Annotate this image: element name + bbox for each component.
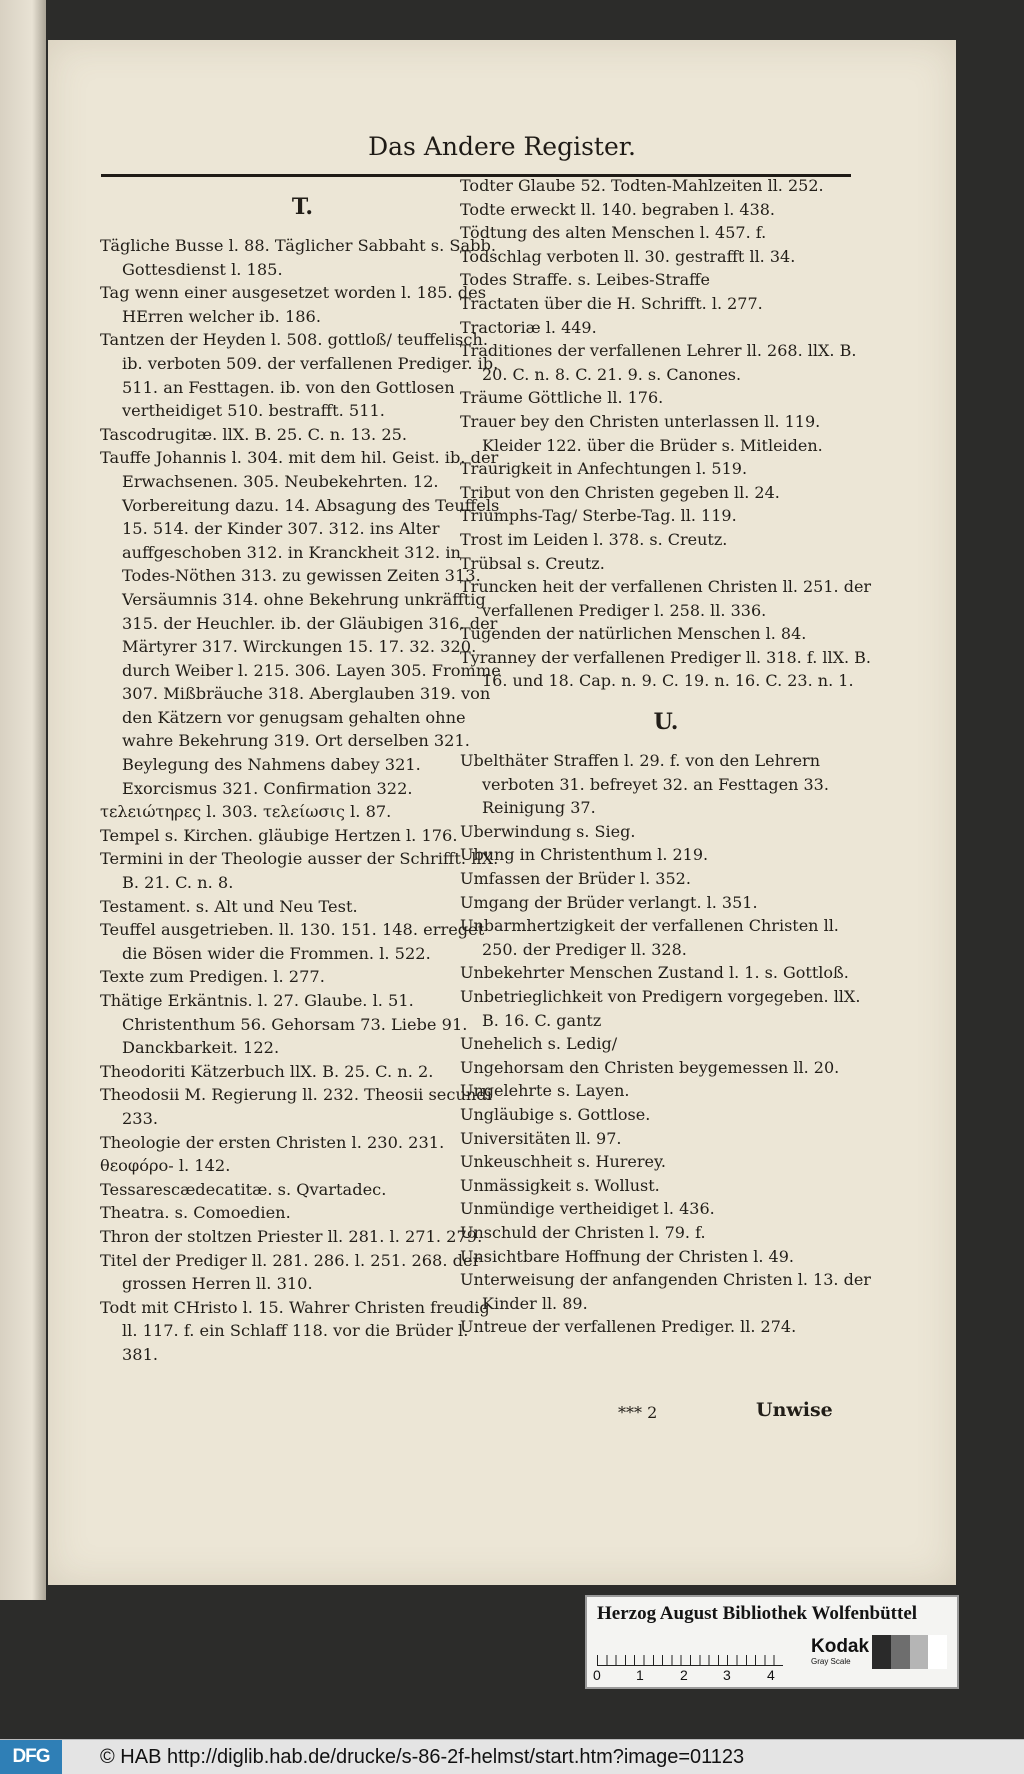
index-entry: Unmässigkeit s. Wollust. (460, 1175, 660, 1195)
scale-number: 2 (680, 1667, 688, 1683)
page-title: Das Andere Register. (368, 132, 636, 161)
dfg-logo: DFG (0, 1740, 62, 1774)
index-entry: Trost im Leiden l. 378. s. Creutz. (460, 529, 728, 549)
index-entry: Unbetrieglichkeit von Predigern vorgegeben. llX. B. 16. C. gantz (460, 987, 861, 1030)
right-column (460, 174, 872, 1339)
register-page (48, 40, 956, 1585)
index-entry: Tascodrugitæ. llX. B. 25. C. n. 13. 25. (100, 424, 408, 444)
index-entry: Trauer bey den Christen unterlassen ll. 119. Kleider 122. über die Brüder s. Mitleiden. (460, 411, 823, 455)
kodak-brand: Kodak (811, 1636, 870, 1657)
index-entry: Unehelich s. Ledig/ (460, 1034, 618, 1054)
index-entry: Tag wenn einer ausgesetzet worden l. 185. des HErren welcher ib. 186. (100, 283, 487, 326)
index-entry: Tödtung des alten Menschen l. 457. f. (460, 223, 767, 243)
page-foot (48, 1399, 956, 1433)
index-entry: Thätige Erkäntnis. l. 27. Glaube. l. 51. Christenthum 56. Gehorsam 73. Liebe 91. Danckbarkeit. 122. (100, 991, 468, 1058)
index-entry: Theatra. s. Comoedien. (100, 1203, 291, 1223)
index-entry: Umgang der Brüder verlangt. l. 351. (460, 892, 758, 912)
index-entry: Todt mit CHristo l. 15. Wahrer Christen freudig ll. 117. f. ein Schlaff 118. vor die Brüder l. 381. (100, 1297, 490, 1364)
index-entry: θεοφόρο- l. 142. (100, 1156, 231, 1176)
index-entry: Triumphs-Tag/ Sterbe-Tag. ll. 119. (460, 506, 737, 526)
index-entry: Teuffel ausgetrieben. ll. 130. 151. 148. erreget die Bösen wider die Frommen. l. 522. (100, 920, 485, 963)
index-entry: Todter Glaube 52. Todten-Mahlzeiten ll. 252. (460, 176, 824, 195)
index-entry: Unkeuschheit s. Hurerey. (460, 1152, 667, 1172)
index-entry: Tantzen der Heyden l. 508. gottloß/ teuffelisch. ib. verboten 509. der verfallenen Prediger. ib. 511. an Festtagen. ib. von den Gottlosen vertheidiget 510. bestrafft. 511. (100, 330, 499, 421)
signature-mark: *** 2 (618, 1403, 658, 1422)
right-entry-list-u (460, 749, 872, 1339)
index-entry: Thron der stoltzen Priester ll. 281. l. 271. 279. (100, 1226, 483, 1246)
index-entry: Tractoriæ l. 449. (460, 317, 597, 337)
index-entry: Tractaten über die H. Schrifft. l. 277. (460, 293, 763, 313)
index-entry: Unmündige vertheidiget l. 436. (460, 1199, 715, 1219)
scale-number: 4 (767, 1667, 775, 1683)
index-entry: Universitäten ll. 97. (460, 1128, 622, 1148)
index-entry: τελειώτηρες l. 303. τελείωσις l. 87. (100, 802, 392, 822)
right-entry-list-t (460, 174, 872, 693)
index-entry: Theodoriti Kätzerbuch llX. B. 25. C. n. 2. (100, 1061, 434, 1081)
index-entry: Truncken heit der verfallenen Christen ll. 251. der verfallenen Prediger l. 258. ll. 336. (460, 577, 872, 620)
left-column (100, 188, 505, 1367)
index-entry: Todes Straffe. s. Leibes-Straffe (460, 270, 710, 290)
index-entry: Ungläubige s. Gottlose. (460, 1104, 651, 1124)
index-entry: Traditiones der verfallenen Lehrer ll. 268. llX. B. 20. C. n. 8. C. 21. 9. s. Canones. (460, 341, 857, 384)
index-entry: Tempel s. Kirchen. gläubige Hertzen l. 176. (100, 825, 458, 845)
index-entry: Titel der Prediger ll. 281. 286. l. 251. 268. der grossen Herren ll. 310. (100, 1250, 481, 1294)
index-entry: Tessarescædecatitæ. s. Qvartadec. (100, 1179, 387, 1199)
kodak-logo (811, 1637, 869, 1666)
index-entry: Uberwindung s. Sieg. (460, 821, 636, 841)
index-entry: Ubelthäter Straffen l. 29. f. von den Lehrern verboten 31. befreyet 32. an Festtagen 33. Reinigung 37. (460, 751, 829, 818)
copyright-credit[interactable]: © HAB http://diglib.hab.de/drucke/s-86-2f-helmst/start.htm?image=01123 (100, 1746, 745, 1768)
index-entry: Untreue der verfallenen Prediger. ll. 274. (460, 1317, 797, 1337)
index-entry: Ubung in Christenthum l. 219. (460, 845, 709, 865)
index-entry: Ungelehrte s. Layen. (460, 1081, 630, 1101)
gray-step (928, 1635, 947, 1669)
index-entry: Texte zum Predigen. l. 277. (100, 967, 325, 987)
index-entry: Ungehorsam den Christen beygemessen ll. 20. (460, 1057, 840, 1077)
index-entry: Trübsal s. Creutz. (460, 553, 605, 573)
index-entry: Tugenden der natürlichen Menschen l. 84. (460, 624, 807, 644)
facing-page-edge (0, 0, 46, 1600)
index-entry: Unbekehrter Menschen Zustand l. 1. s. Gottloß. (460, 963, 849, 983)
left-entry-list (100, 234, 505, 1367)
index-entry: Unbarmhertzigkeit der verfallenen Christen ll. 250. der Prediger ll. 328. (460, 916, 839, 959)
gray-step (891, 1635, 910, 1669)
index-entry: Theologie der ersten Christen l. 230. 231. (100, 1132, 445, 1152)
viewer-footer (0, 1739, 1024, 1774)
gray-step (872, 1635, 891, 1669)
scale-number: 0 (593, 1667, 601, 1683)
library-color-card (585, 1595, 959, 1689)
catchword: Unwise (756, 1399, 833, 1421)
kodak-subtitle: Gray Scale (811, 1657, 851, 1666)
index-entry: Tägliche Busse l. 88. Täglicher Sabbaht s. Sabb. Gottesdienst l. 185. (100, 236, 496, 279)
section-heading-t: T. (291, 194, 314, 220)
scale-ruler (597, 1635, 783, 1666)
card-title: Herzog August Bibliothek Wolfenbüttel (597, 1603, 918, 1624)
index-entry: Traurigkeit in Anfechtungen l. 519. (460, 459, 748, 479)
index-entry: Unsichtbare Hoffnung der Christen l. 49. (460, 1246, 794, 1266)
index-entry: Todschlag verboten ll. 30. gestrafft ll. 34. (460, 246, 796, 266)
index-entry: Tyranney der verfallenen Prediger ll. 318. f. llX. B. 16. und 18. Cap. n. 9. C. 19. n. 16. C. 23. n. 1. (460, 647, 871, 691)
gray-step (910, 1635, 929, 1669)
index-entry: Träume Göttliche ll. 176. (460, 388, 664, 408)
index-entry: Umfassen der Brüder l. 352. (460, 869, 691, 889)
scale-number: 3 (723, 1667, 731, 1683)
index-entry: Termini in der Theologie ausser der Schrifft. llX. B. 21. C. n. 8. (100, 849, 499, 893)
scale-number: 1 (636, 1667, 644, 1683)
index-entry: Todte erweckt ll. 140. begraben l. 438. (460, 199, 776, 219)
index-entry: Testament. s. Alt und Neu Test. (100, 896, 358, 916)
index-entry: Theodosii M. Regierung ll. 232. Theosii secundi 233. (100, 1085, 492, 1128)
index-entry: Tauffe Johannis l. 304. mit dem hil. Geist. ib. der Erwachsenen. 305. Neubekehrten. 12. Vorbereitung dazu. 14. Absagung des Teuffels 15. 514. der Kinder 307. 312. ins Alter auffgeschoben 312. in Kranckheit 312. in Todes-Nöthen 313. zu gewissen Zeiten 313. Versäumnis 314. ohne Bekehrung unkräfftig 315. der Heuchler. ib. der Gläubigen 316. der Märtyrer 317. Wirckungen 15. 17. 32. 320. durch Weiber l. 215. 306. Layen 305. Fromme 307. Mißbräuche 318. Aberglauben 319. von den Kätzern vor genugsam gehalten ohne wahre Bekehrung 319. Ort derselben 321. Beylegung des Nahmens dabey 321. Exorcismus 321. Confirmation 322. (100, 448, 501, 798)
index-entry: Unterweisung der anfangenden Christen l. 13. der Kinder ll. 89. (460, 1270, 871, 1313)
section-heading-u: U. (653, 709, 679, 736)
index-entry: Tribut von den Christen gegeben ll. 24. (460, 482, 780, 502)
index-entry: Unschuld der Christen l. 79. f. (460, 1222, 706, 1242)
gray-scale-steps (872, 1635, 947, 1669)
